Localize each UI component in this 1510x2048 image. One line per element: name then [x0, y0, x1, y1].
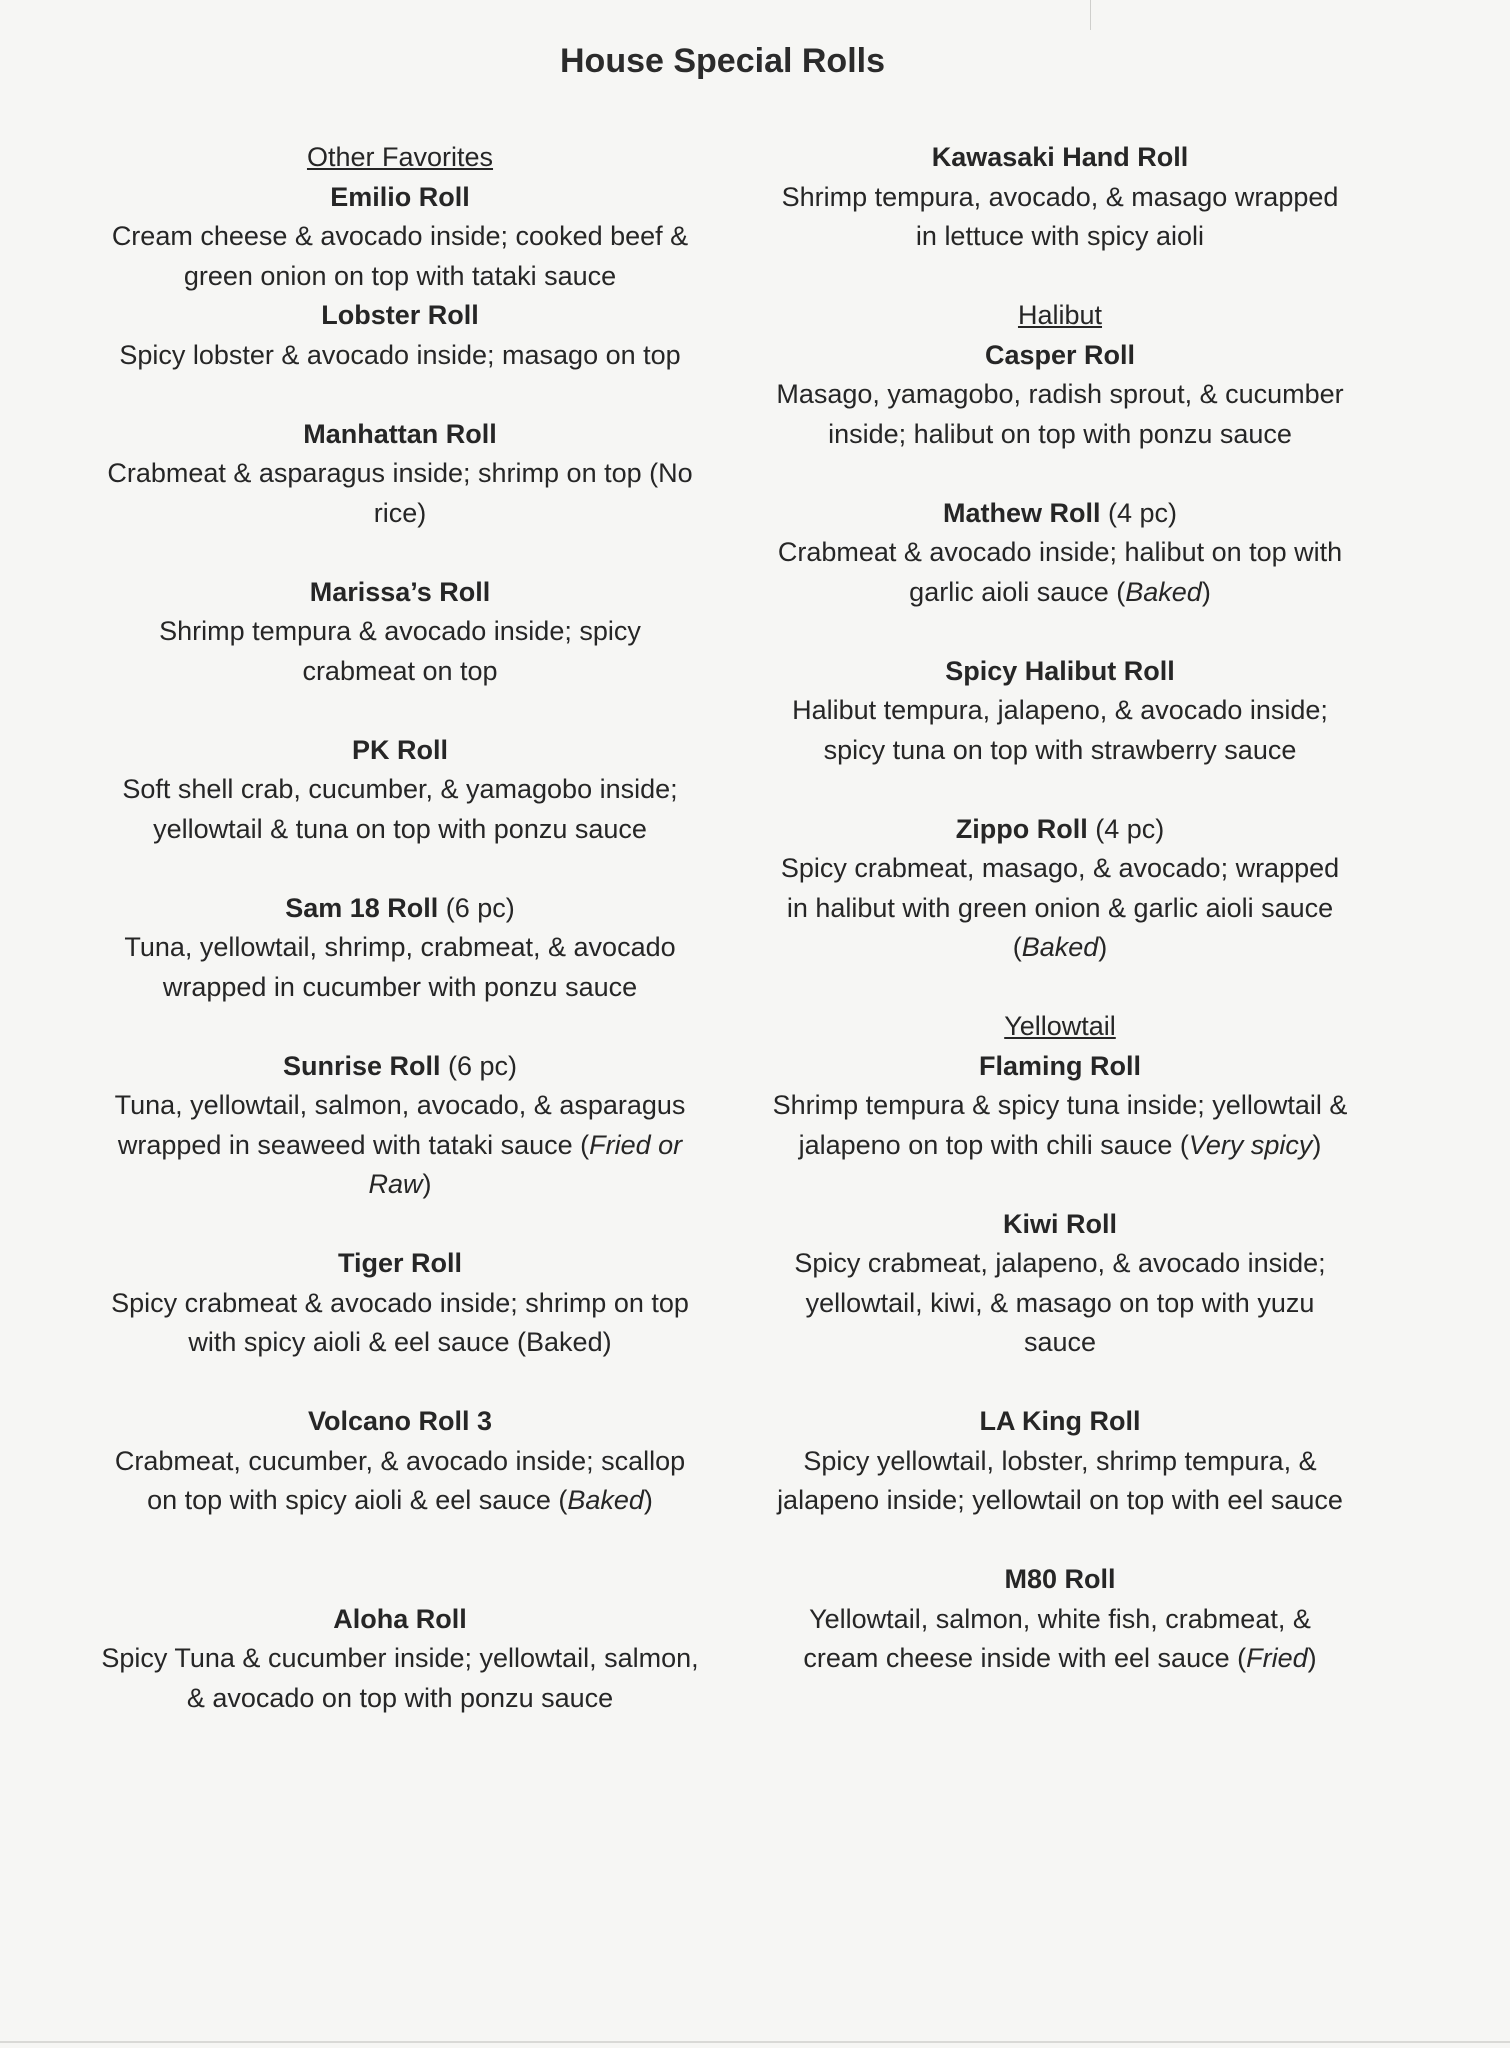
item-name: PK Roll	[351, 734, 448, 765]
item-name: M80 Roll	[1004, 1564, 1116, 1594]
item-description: Cream cheese & avocado inside; cooked beef & green onion on top with tataki sauce	[111, 221, 689, 291]
item-description: Yellowtail, salmon, white fish, crabmeat, & cream cheese inside with eel sauce (Fried)	[803, 1603, 1317, 1673]
menu-item-emilio-roll	[100, 178, 700, 297]
menu-item-lobster-roll	[100, 296, 700, 375]
menu-item-mathew-roll	[770, 494, 1350, 613]
scan-edge-mark	[1090, 0, 1091, 30]
menu-item-sunrise-roll	[100, 1047, 700, 1205]
item-description: Tuna, yellowtail, shrimp, crabmeat, & avocado wrapped in cucumber with ponzu sauce	[124, 932, 676, 1002]
item-name: Kiwi Roll	[1003, 1208, 1117, 1239]
menu-item-aloha-roll	[100, 1600, 700, 1719]
item-name: Aloha Roll	[333, 1603, 467, 1634]
menu-item-manhattan-roll	[100, 415, 700, 534]
item-description: Crabmeat & avocado inside; halibut on top with garlic aioli sauce (Baked)	[777, 537, 1343, 607]
item-name: Flaming Roll	[979, 1050, 1141, 1081]
menu-item-sam-18-roll	[100, 889, 700, 1008]
menu-item-flaming-roll	[770, 1047, 1350, 1166]
item-piece-count: (6 pc)	[438, 892, 515, 923]
item-description: Masago, yamagobo, radish sprout, & cucumber inside; halibut on top with ponzu sauce	[776, 379, 1344, 449]
menu-item-m80-roll	[770, 1560, 1350, 1679]
item-description: Shrimp tempura, avocado, & masago wrapped in lettuce with spicy aioli	[781, 181, 1339, 251]
item-name: Lobster Roll	[321, 300, 479, 330]
menu-item-spicy-halibut-roll	[770, 652, 1350, 771]
item-piece-count: (6 pc)	[440, 1050, 518, 1081]
item-description: Tuna, yellowtail, salmon, avocado, & asparagus wrapped in seaweed with tataki sauce (Fried or Raw)	[114, 1090, 686, 1199]
item-description: Crabmeat & asparagus inside; shrimp on top (No rice)	[107, 458, 693, 528]
item-description: Shrimp tempura & avocado inside; spicy crabmeat on top	[159, 616, 641, 686]
menu-item-marissas-roll	[100, 573, 700, 692]
item-name: Zippo Roll	[955, 813, 1088, 844]
menu-item-casper-roll	[770, 336, 1350, 455]
left-column	[100, 138, 700, 1718]
item-name: Casper Roll	[984, 339, 1136, 370]
right-column	[770, 138, 1350, 1679]
item-description: Spicy crabmeat, masago, & avocado; wrapped in halibut with green onion & garlic aioli sauce (Baked)	[780, 853, 1340, 962]
section-heading-other-favorites: Other Favorites	[306, 142, 494, 172]
menu-item-pk-roll	[100, 731, 700, 850]
page-title: House Special Rolls	[560, 42, 885, 80]
menu-item-kiwi-roll	[770, 1205, 1350, 1363]
item-description: Spicy lobster & avocado inside; masago on top	[119, 339, 681, 370]
item-name: Marissa’s Roll	[309, 576, 491, 607]
item-name: Tiger Roll	[337, 1248, 463, 1278]
item-description: Spicy yellowtail, lobster, shrimp tempura, & jalapeno inside; yellowtail on top with eel sauce	[777, 1445, 1343, 1515]
menu-item-la-king-roll	[770, 1402, 1350, 1521]
item-description: Halibut tempura, jalapeno, & avocado inside; spicy tuna on top with strawberry sauce	[792, 695, 1328, 765]
item-description: Spicy Tuna & cucumber inside; yellowtail, salmon, & avocado on top with ponzu sauce	[101, 1643, 699, 1713]
item-piece-count: (4 pc)	[1100, 497, 1178, 528]
item-description: Spicy crabmeat, jalapeno, & avocado inside; yellowtail, kiwi, & masago on top with yuzu sauce	[794, 1248, 1326, 1357]
item-name: LA King Roll	[979, 1406, 1141, 1436]
item-piece-count: (4 pc)	[1087, 813, 1165, 844]
item-name: Emilio Roll	[330, 181, 470, 212]
section-heading-halibut: Halibut	[1017, 300, 1103, 330]
item-name: Sunrise Roll	[282, 1050, 441, 1081]
item-name: Mathew Roll	[942, 497, 1101, 528]
item-name: Sam 18 Roll	[285, 892, 439, 923]
item-description: Soft shell crab, cucumber, & yamagobo inside; yellowtail & tuna on top with ponzu sauce	[122, 774, 678, 844]
item-name: Manhattan Roll	[303, 418, 497, 449]
page-bottom-edge	[0, 2041, 1510, 2043]
item-description: Crabmeat, cucumber, & avocado inside; scallop on top with spicy aioli & eel sauce (Baked)	[114, 1445, 686, 1515]
item-name: Kawasaki Hand Roll	[931, 142, 1189, 172]
item-name: Volcano Roll 3	[307, 1406, 493, 1436]
section-heading-yellowtail: Yellowtail	[1004, 1011, 1116, 1041]
menu-item-kawasaki-hand-roll	[770, 138, 1350, 257]
menu-item-tiger-roll	[100, 1244, 700, 1363]
item-description: Shrimp tempura & spicy tuna inside; yellowtail & jalapeno on top with chili sauce (Very spicy)	[772, 1090, 1348, 1160]
menu-item-zippo-roll	[770, 810, 1350, 968]
item-description: Spicy crabmeat & avocado inside; shrimp on top with spicy aioli & eel sauce (Baked)	[111, 1287, 689, 1357]
menu-item-volcano-roll-3	[100, 1402, 700, 1521]
item-name: Spicy Halibut Roll	[945, 655, 1175, 686]
